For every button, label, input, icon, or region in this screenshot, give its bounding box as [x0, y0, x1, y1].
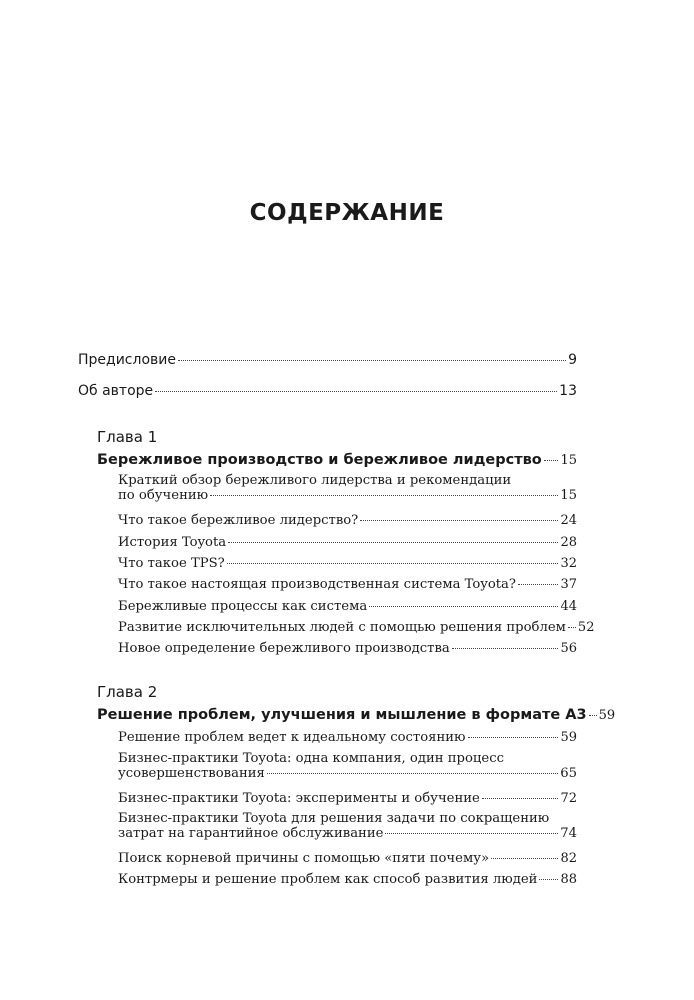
dot-leader	[228, 542, 558, 543]
toc-page-number: 13	[559, 383, 577, 399]
toc-page-number: 72	[560, 791, 577, 806]
dot-leader	[452, 648, 559, 649]
dot-leader	[227, 563, 559, 564]
toc-entry[interactable]	[118, 577, 577, 592]
toc-entry[interactable]	[118, 851, 577, 866]
toc-page-number: 37	[560, 577, 577, 592]
dot-leader	[385, 833, 558, 834]
toc-page-number: 56	[560, 641, 577, 656]
toc-page-number: 9	[568, 352, 577, 368]
dot-leader	[369, 606, 558, 607]
toc-entry-label: Что такое настоящая производственная система Toyota?	[118, 577, 516, 592]
toc-page-number: 28	[560, 535, 577, 550]
toc-entry-multiline[interactable]	[118, 811, 577, 841]
toc-entry-multiline[interactable]	[118, 751, 577, 781]
toc-entry[interactable]	[118, 620, 595, 635]
toc-entry[interactable]	[118, 872, 577, 887]
dot-leader	[468, 737, 559, 738]
toc-page-number: 15	[560, 488, 577, 503]
toc-page-number: 65	[560, 766, 577, 781]
toc-entry-label: Что такое бережливое лидерство?	[118, 513, 359, 528]
dot-leader	[267, 773, 558, 774]
toc-entry-about-author[interactable]	[78, 383, 577, 399]
toc-entry[interactable]	[118, 556, 577, 571]
toc-entry-label: Бережливое производство и бережливое лидерство	[97, 452, 542, 468]
toc-entry-label: Решение проблем ведет к идеальному состоянию	[118, 730, 466, 745]
dot-leader	[178, 360, 566, 361]
toc-entry-label: Бизнес-практики Toyota для решения задачи по сокращению	[118, 811, 550, 826]
dot-leader	[539, 879, 558, 880]
toc-entry[interactable]	[118, 599, 577, 614]
toc-entry[interactable]	[118, 513, 577, 528]
toc-chapter-title[interactable]	[97, 452, 577, 468]
toc-page-number: 52	[577, 620, 595, 635]
dot-leader	[210, 495, 558, 496]
dot-leader	[360, 520, 558, 521]
toc-entry-label: Новое определение бережливого производства	[118, 641, 450, 656]
toc-entry[interactable]	[118, 535, 577, 550]
toc-entry-label-cont: затрат на гарантийное обслуживание	[118, 826, 384, 841]
dot-leader	[518, 584, 558, 585]
dot-leader	[491, 858, 558, 859]
toc-page-number: 59	[560, 730, 577, 745]
toc-page-number: 82	[560, 851, 577, 866]
toc-entry-label: Что такое TPS?	[118, 556, 225, 571]
toc-entry-label: История Toyota	[118, 535, 227, 550]
toc-entry-label: Бережливые процессы как система	[118, 599, 368, 614]
toc-entry-label: Решение проблем, улучшения и мышление в формате А3	[97, 707, 587, 723]
dot-leader	[589, 715, 597, 716]
toc-page-number: 59	[598, 708, 616, 723]
toc-page-number: 44	[560, 599, 577, 614]
chapter-label: Глава 2	[97, 683, 158, 701]
toc-entry-label: Поиск корневой причины с помощью «пяти почему»	[118, 851, 490, 866]
toc-page-number: 32	[560, 556, 577, 571]
toc-entry-label: Бизнес-практики Toyota: эксперименты и обучение	[118, 791, 480, 806]
toc-page-number: 74	[560, 826, 577, 841]
toc-entry[interactable]	[118, 730, 577, 745]
toc-entry[interactable]	[118, 641, 577, 656]
toc-entry-label: Предисловие	[78, 352, 176, 368]
toc-entry-label: Контрмеры и решение проблем как способ развития людей	[118, 872, 538, 887]
toc-entry-label: Об авторе	[78, 383, 154, 399]
toc-page-number: 15	[560, 453, 577, 468]
toc-entry-label: Развитие исключительных людей с помощью решения проблем	[118, 620, 566, 635]
dot-leader	[544, 460, 559, 461]
toc-page-number: 24	[560, 513, 577, 528]
toc-entry-label-cont: усовершенствования	[118, 766, 265, 781]
toc-entry-preface[interactable]	[78, 352, 577, 368]
toc-page-number: 88	[560, 872, 577, 887]
toc-entry-multiline[interactable]	[118, 473, 577, 503]
toc-chapter-title[interactable]	[97, 707, 616, 723]
toc-entry-label: Бизнес-практики Toyota: одна компания, один процесс	[118, 751, 504, 766]
chapter-label: Глава 1	[97, 428, 158, 446]
dot-leader	[155, 391, 557, 392]
toc-entry[interactable]	[118, 791, 577, 806]
toc-entry-label: Краткий обзор бережливого лидерства и рекомендации	[118, 473, 512, 488]
page-title: СОДЕРЖАНИЕ	[249, 200, 445, 226]
dot-leader	[482, 798, 559, 799]
toc-entry-label-cont: по обучению	[118, 488, 209, 503]
dot-leader	[568, 627, 576, 628]
